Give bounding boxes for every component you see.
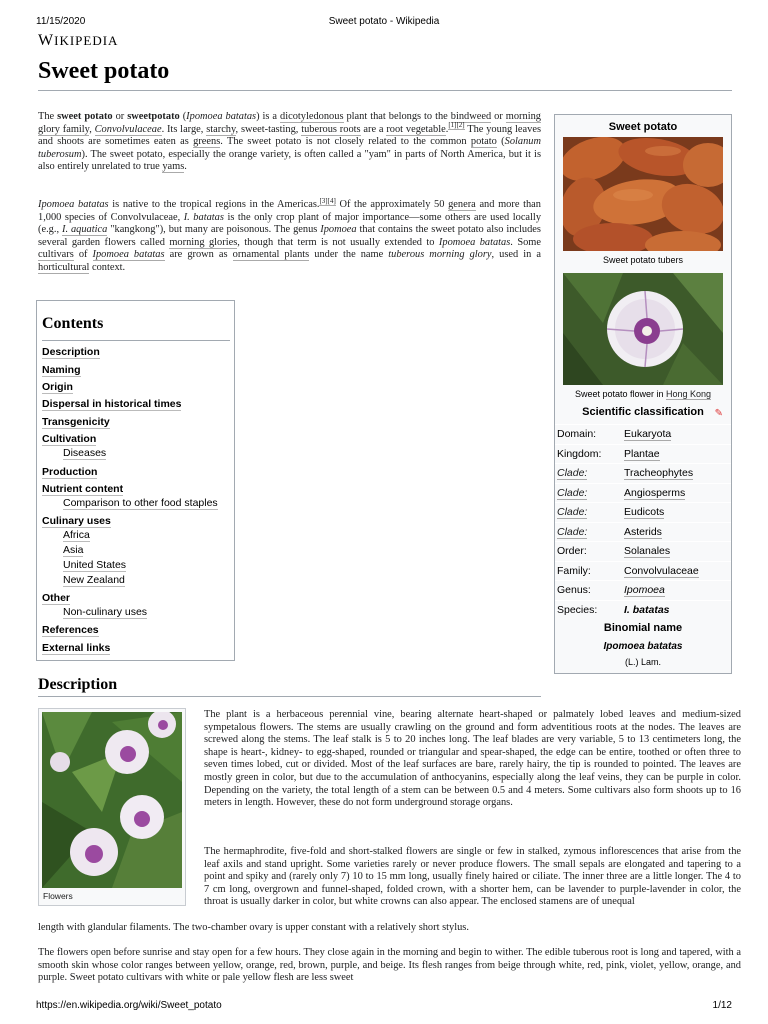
description-divider: [38, 696, 541, 697]
classification-row: [555, 444, 731, 464]
text-run: ). The sweet potato, especially the orange variety, is often called a "yam" in parts of North America, but it is also entirely unrelated to true: [38, 148, 541, 173]
classification-rank: Domain:: [557, 428, 597, 440]
text-run: (: [496, 136, 505, 148]
taxon-link[interactable]: I. batatas: [624, 604, 670, 616]
sweet-potato-flower-image[interactable]: [563, 273, 723, 385]
article-link[interactable]: Ipomoea batatas: [92, 249, 165, 261]
toc-item[interactable]: References: [42, 624, 99, 636]
classification-taxon[interactable]: [624, 545, 670, 557]
classification-taxon[interactable]: [624, 448, 660, 460]
flowers-caption: Flowers: [43, 891, 73, 901]
toc-title: Contents: [42, 315, 104, 332]
hong-kong-link[interactable]: Hong Kong: [666, 389, 712, 399]
taxon-link[interactable]: Eukaryota: [624, 428, 672, 440]
taxon-link[interactable]: Ipomoea: [624, 584, 665, 596]
article-link[interactable]: potato: [470, 136, 497, 148]
toc-item[interactable]: Transgenicity: [42, 416, 110, 428]
description-paragraph-1: The plant is a herbaceous perennial vine, bearing alternate heart-shaped or palmately lobed leaves and medium-sized sympetalous flowers. The stems are usually crawling on the ground and form adventitious roots at the nodes. The leaves are screwed along the stems. The leaf stalk is 5 to 20 inches long. The leaf blades are very variable, 5 to 13 centimeters long, the shape is heart-, kidney- to egg-shaped, rounded or triangular and spear-shaped, the edge can be entire, toothed or often three to seven times lobed, cut or divided. Most of the leaf surfaces are bare, rarely hairy, the tip is rounded to pointed. The leaves are mostly green in color, but due to the accumulation of anthocyanins, especially along the leaf veins, they can be purple in color. Depending on the variety, the total length of a stem can be between 0.5 and 4 meters. Some cultivars also form shoots up to 16 meters in length. However, these do not form underground storage organs.: [204, 709, 741, 809]
article-link[interactable]: cultivars: [38, 249, 74, 261]
toc-item[interactable]: Cultivation: [42, 433, 97, 445]
infobox-title: Sweet potato: [608, 121, 678, 133]
classification-taxon[interactable]: [624, 506, 664, 518]
toc-item[interactable]: Other: [42, 592, 71, 604]
binomial-name: Ipomoea batatas: [603, 641, 683, 652]
text-run: Solanum tuberosum: [38, 136, 542, 160]
toc-item[interactable]: Diseases: [63, 447, 107, 459]
toc-item[interactable]: New Zealand: [63, 574, 125, 586]
flowers-thumbnail[interactable]: [38, 708, 186, 906]
taxon-link[interactable]: Convolvulaceae: [624, 565, 699, 577]
classification-rank: Genus:: [557, 584, 591, 596]
text-run: are grown as: [164, 249, 233, 261]
toc-item[interactable]: Description: [42, 346, 100, 358]
classification-taxon[interactable]: [624, 467, 693, 479]
binomial-name-heading: Binomial name: [603, 622, 683, 634]
text-run: sweetpotato: [127, 111, 180, 122]
toc-item[interactable]: Africa: [63, 529, 90, 541]
binomial-authority: (L.) Lam.: [624, 657, 661, 667]
text-run: , used in a: [491, 249, 541, 261]
text-run: are a: [360, 123, 387, 135]
citation-link[interactable]: [3][4]: [319, 196, 336, 205]
article-link[interactable]: ornamental plants: [232, 249, 310, 261]
text-run: The: [38, 111, 58, 122]
infobox: [554, 114, 732, 674]
lead-paragraph-2: [38, 196, 542, 275]
text-run: , sweet-tasting,: [235, 123, 302, 135]
table-of-contents: [36, 300, 235, 661]
text-run: under the name: [309, 249, 389, 261]
sweet-potato-tubers-image[interactable]: [563, 137, 723, 251]
classification-rank: Species:: [557, 604, 598, 616]
text-run: is native to the tropical regions in the Americas.: [108, 199, 320, 210]
taxon-link[interactable]: Plantae: [624, 448, 660, 460]
article-link[interactable]: horticultural: [38, 261, 90, 273]
text-run: ) is a: [256, 111, 280, 122]
print-date: 11/15/2020: [36, 16, 86, 27]
article-link[interactable]: genera: [448, 199, 476, 210]
text-run: plant that belongs to the: [343, 111, 451, 122]
article-link[interactable]: morning glory family: [38, 111, 541, 135]
scientific-classification-heading: Scientific classification: [582, 406, 704, 418]
toc-item[interactable]: Non-culinary uses: [63, 606, 148, 618]
edit-pencil-icon[interactable]: ✎: [714, 408, 723, 419]
taxon-link[interactable]: Solanales: [624, 545, 671, 557]
text-run: and more than 1,000 species of Convolvulaceae,: [38, 199, 541, 223]
logo-rest: IKIPEDIA: [54, 33, 119, 48]
classification-row: [555, 561, 731, 581]
taxon-link[interactable]: Angiosperms: [624, 487, 686, 499]
article-link[interactable]: starchy: [206, 123, 236, 135]
classification-row: [555, 522, 731, 542]
text-run: "kangkong"), but many are poisonous. The genus: [107, 224, 321, 236]
classification-taxon[interactable]: [624, 604, 670, 616]
text-run: , though that term is not usually extended to: [237, 236, 439, 248]
classification-taxon[interactable]: [624, 584, 665, 596]
classification-rank[interactable]: Clade:: [557, 526, 588, 538]
description-paragraph-2b: length with glandular filaments. The two-chamber ovary is upper constant with a relatively short stylus.: [38, 922, 469, 933]
taxon-link[interactable]: Tracheophytes: [624, 467, 694, 479]
flower-caption-text: Sweet potato flower in: [574, 389, 666, 399]
classification-rank: Family:: [557, 565, 591, 577]
toc-item[interactable]: Asia: [63, 544, 84, 556]
text-run: sweet potato: [57, 111, 113, 122]
article-link[interactable]: morning glories: [169, 236, 238, 248]
text-run: (: [179, 111, 187, 122]
article-link[interactable]: root vegetable: [386, 123, 446, 135]
text-run: ,: [89, 123, 95, 135]
title-divider: [38, 90, 732, 91]
print-title: Sweet potato - Wikipedia: [328, 16, 440, 27]
classification-row: [555, 600, 731, 620]
article-link[interactable]: yams: [162, 161, 185, 173]
classification-row: [555, 483, 731, 503]
toc-item[interactable]: United States: [63, 559, 127, 571]
toc-item[interactable]: Naming: [42, 364, 81, 376]
text-run: Of the approximately 50: [335, 199, 449, 210]
text-run: or: [112, 111, 128, 122]
article-link[interactable]: dicotyledonous: [280, 111, 344, 122]
article-link[interactable]: I. aquatica: [61, 224, 108, 236]
toc-item[interactable]: Nutrient content: [42, 483, 124, 495]
text-run: I. batatas: [183, 211, 224, 223]
classification-row: [555, 463, 731, 483]
logo-initial: W: [38, 32, 55, 49]
classification-rank[interactable]: Clade:: [557, 467, 588, 479]
toc-item[interactable]: Culinary uses: [42, 515, 111, 527]
text-run: or: [491, 111, 506, 122]
text-run: Ipomoea: [320, 224, 357, 236]
classification-row: [555, 580, 731, 600]
article-link[interactable]: Convolvulaceae: [94, 123, 162, 135]
toc-divider: [42, 340, 230, 341]
text-run: . The sweet potato is not closely related to the common: [220, 136, 471, 148]
taxon-link[interactable]: Eudicots: [624, 506, 665, 518]
toc-item[interactable]: Dispersal in historical times: [42, 398, 182, 410]
classification-taxon[interactable]: [624, 526, 662, 538]
classification-row: [555, 424, 731, 444]
text-run: Ipomoea batatas: [38, 199, 109, 210]
text-run: Ipomoea batatas: [186, 111, 257, 122]
article-link[interactable]: tuberous roots: [301, 123, 361, 135]
description-heading: Description: [38, 676, 118, 693]
classification-taxon[interactable]: [624, 565, 699, 577]
classification-row: [555, 502, 731, 522]
article-link[interactable]: bindweed: [450, 111, 492, 122]
text-run: context.: [89, 261, 126, 273]
toc-item[interactable]: Origin: [42, 381, 73, 393]
page-title: Sweet potato: [38, 58, 170, 84]
taxon-link[interactable]: Asterids: [624, 526, 662, 538]
text-run: of: [73, 249, 93, 261]
text-run: .: [445, 123, 449, 135]
text-run: tuberous morning glory: [388, 249, 492, 261]
classification-taxon[interactable]: [624, 487, 685, 499]
toc-item[interactable]: Production: [42, 466, 98, 478]
toc-item[interactable]: External links: [42, 642, 111, 654]
print-header: [36, 16, 732, 30]
print-footer: [36, 1000, 732, 1014]
toc-item[interactable]: Comparison to other food staples: [63, 497, 218, 509]
description-paragraph-2a: The hermaphrodite, five-fold and short-stalked flowers are single or few in stalked, zymous inflorescences that arise from the leaf axils and stand upright. Some varieties rarely or never produce flowers. The small sepals are elongated and tapering to a point and spiky and (rarely only 7) 10 to 15 mm long, usually finely haired or ciliate. The inner three are a little longer. The 4 to 7 cm long, overgrown and funnel-shaped, folded crown, with a shorter hem, can be lavender to purple-lavender in color, the throat is usually darker in color, but white crowns can also appear. The enclosed stamens are of unequal: [204, 846, 741, 908]
text-run: Ipomoea batatas: [438, 236, 511, 248]
text-run: . Its large,: [161, 123, 207, 135]
tubers-caption: Sweet potato tubers: [602, 255, 684, 265]
flowers-image[interactable]: [42, 712, 182, 888]
print-url: https://en.wikipedia.org/wiki/Sweet_potato: [36, 1000, 222, 1011]
page-number: 1/12: [712, 1000, 732, 1011]
text-run: that contains the sweet potato also includes several garden flowers called: [38, 224, 541, 248]
citation-link[interactable]: [1][2]: [448, 121, 465, 130]
classification-row: [555, 541, 731, 561]
wikipedia-logo[interactable]: [38, 32, 118, 50]
classification-rank: Kingdom:: [557, 448, 602, 460]
lead-paragraph-1: [38, 111, 541, 174]
classification-rank[interactable]: Clade:: [557, 487, 588, 499]
text-run: The young leaves and shoots are sometimes eaten as: [38, 123, 541, 148]
flower-caption: [555, 389, 731, 399]
text-run: is the only crop plant of major importance—some others are used locally (e.g.,: [38, 211, 542, 236]
text-run: .: [184, 161, 187, 173]
text-run: . Some: [510, 236, 541, 248]
classification-rank[interactable]: Clade:: [557, 506, 588, 518]
description-paragraph-3: The flowers open before sunrise and stay open for a few hours. They close again in the morning and begin to wither. The edible tuberous root is long and tapered, with a smooth skin whose color ranges between yellow, orange, red, brown, purple, and beige. Its flesh ranges from beige through white, red, pink, violet, yellow, orange, and purple. Sweet potato cultivars with white or pale yellow flesh are less sweet: [38, 947, 741, 984]
article-link[interactable]: greens: [193, 136, 221, 148]
classification-taxon[interactable]: [624, 428, 671, 440]
classification-rank: Order:: [557, 545, 587, 557]
